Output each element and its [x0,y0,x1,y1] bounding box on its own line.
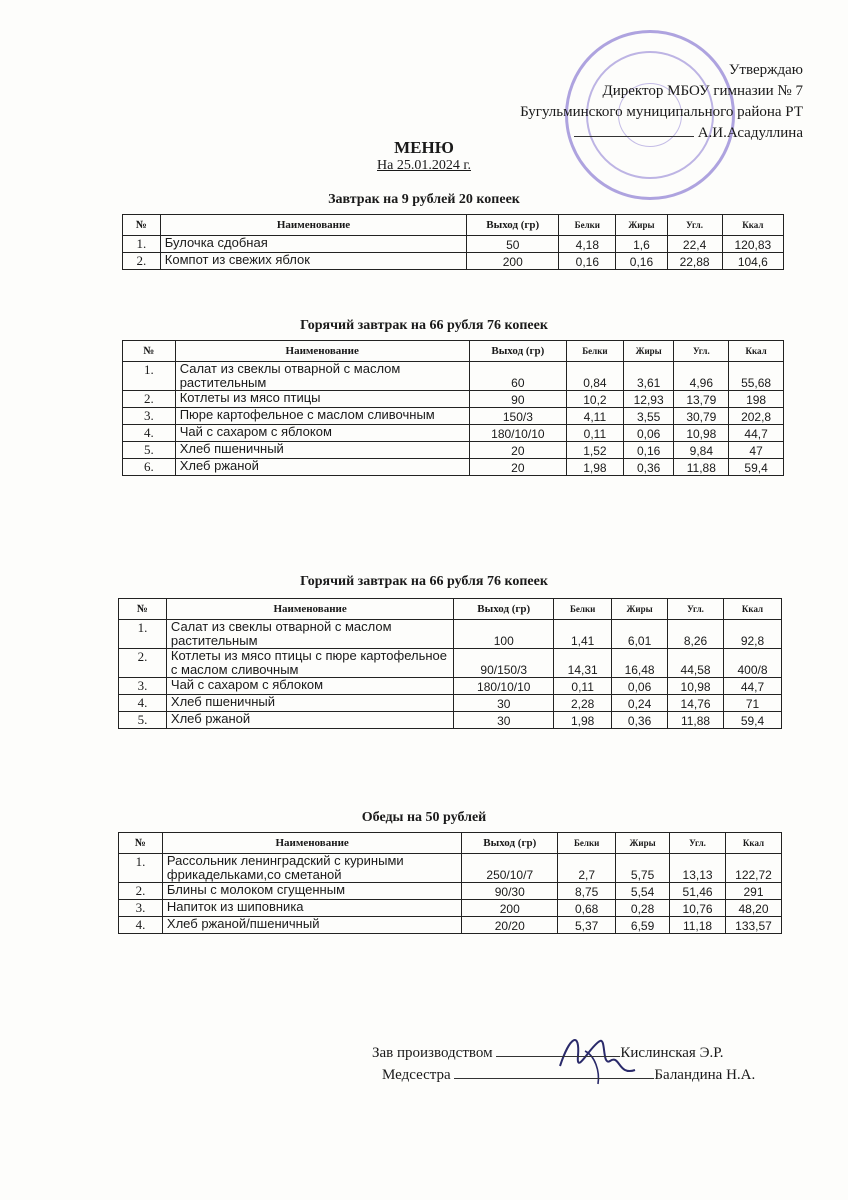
output-cell: 90 [469,391,566,408]
header-name: Наименование [175,341,469,362]
table-row [119,695,782,712]
row-number-cell: 1. [119,854,163,883]
menu-table-lunch [118,832,782,934]
protein-cell: 0,11 [554,678,612,695]
fat-cell: 5,75 [616,854,670,883]
director-signature-line [574,136,694,137]
signature-line-2 [454,1078,654,1079]
dish-name-cell: Салат из свеклы отварной с маслом растительным [175,362,469,391]
footer-role-2: Медсестра [382,1067,451,1083]
fat-cell: 0,06 [612,678,668,695]
fat-cell: 0,16 [616,253,667,270]
output-cell: 200 [467,253,559,270]
header-fat: Жиры [616,833,670,854]
protein-cell: 2,7 [558,854,616,883]
protein-cell: 0,84 [567,362,624,391]
header-output: Выход (гр) [454,599,554,620]
menu-date: На 25.01.2024 г. [377,158,471,173]
kcal-cell: 92,8 [724,620,782,649]
output-cell: 100 [454,620,554,649]
section-title-2: Горячий завтрак на 66 рубля 76 копеек [300,318,548,333]
output-cell: 250/10/7 [462,854,558,883]
header-num: № [123,215,161,236]
protein-cell: 10,2 [567,391,624,408]
output-cell: 50 [467,236,559,253]
dish-name-cell: Хлеб ржаной/пшеничный [162,917,461,934]
kcal-cell: 133,57 [726,917,782,934]
protein-cell: 1,41 [554,620,612,649]
table-row [123,236,784,253]
protein-cell: 0,68 [558,900,616,917]
carbs-cell: 11,18 [670,917,726,934]
kcal-cell: 122,72 [726,854,782,883]
dish-name-cell: Котлеты из мясо птицы с пюре картофельное с маслом сливочным [166,649,453,678]
kcal-cell: 291 [726,883,782,900]
header-carbs: Угл. [667,215,722,236]
table-header-row [119,833,782,854]
carbs-cell: 44,58 [668,649,724,678]
approval-line-2: Директор МБОУ гимназии № 7 [602,83,803,99]
kcal-cell: 59,4 [729,459,784,476]
table-row [119,854,782,883]
output-cell: 180/10/10 [469,425,566,442]
table-row [119,900,782,917]
header-fat: Жиры [616,215,667,236]
fat-cell: 0,06 [623,425,674,442]
row-number-cell: 4. [119,695,167,712]
table-row [119,649,782,678]
header-protein: Белки [554,599,612,620]
footer-person-2: Баландина Н.А. [654,1067,756,1083]
table-row [119,678,782,695]
dish-name-cell: Рассольник ленинградский с куриными фрикадельками,со сметаной [162,854,461,883]
fat-cell: 0,16 [623,442,674,459]
output-cell: 20 [469,459,566,476]
protein-cell: 1,98 [554,712,612,729]
row-number-cell: 3. [123,408,176,425]
protein-cell: 4,11 [567,408,624,425]
fat-cell: 3,61 [623,362,674,391]
dish-name-cell: Напиток из шиповника [162,900,461,917]
row-number-cell: 6. [123,459,176,476]
header-fat: Жиры [623,341,674,362]
protein-cell: 1,52 [567,442,624,459]
header-num: № [123,341,176,362]
fat-cell: 0,36 [612,712,668,729]
row-number-cell: 4. [119,917,163,934]
fat-cell: 6,01 [612,620,668,649]
header-protein: Белки [567,341,624,362]
kcal-cell: 202,8 [729,408,784,425]
kcal-cell: 400/8 [724,649,782,678]
row-number-cell: 1. [123,236,161,253]
protein-cell: 8,75 [558,883,616,900]
row-number-cell: 1. [119,620,167,649]
dish-name-cell: Блины с молоком сгущенным [162,883,461,900]
carbs-cell: 10,98 [668,678,724,695]
dish-name-cell: Котлеты из мясо птицы [175,391,469,408]
dish-name-cell: Хлеб пшеничный [166,695,453,712]
protein-cell: 14,31 [554,649,612,678]
kcal-cell: 44,7 [724,678,782,695]
menu-table-breakfast [122,214,784,270]
header-name: Наименование [160,215,466,236]
dish-name-cell: Булочка сдобная [160,236,466,253]
table-row [123,442,784,459]
output-cell: 30 [454,695,554,712]
row-number-cell: 3. [119,678,167,695]
carbs-cell: 11,88 [674,459,729,476]
header-output: Выход (гр) [462,833,558,854]
row-number-cell: 5. [119,712,167,729]
approval-line-3: Бугульминского муниципального района РТ [520,104,803,120]
menu-table-hot-breakfast-1 [122,340,784,476]
approval-line-1: Утверждаю [728,62,803,78]
carbs-cell: 10,98 [674,425,729,442]
output-cell: 60 [469,362,566,391]
signature-line-1 [496,1056,620,1057]
dish-name-cell: Чай с сахаром с яблоком [166,678,453,695]
table-header-row [123,341,784,362]
dish-name-cell: Хлеб ржаной [166,712,453,729]
menu-table-hot-breakfast-2 [118,598,782,729]
dish-name-cell: Хлеб ржаной [175,459,469,476]
table-row [123,362,784,391]
row-number-cell: 2. [119,649,167,678]
table-row [119,917,782,934]
header-carbs: Угл. [674,341,729,362]
header-carbs: Угл. [668,599,724,620]
fat-cell: 3,55 [623,408,674,425]
kcal-cell: 71 [724,695,782,712]
header-name: Наименование [166,599,453,620]
header-kcal: Ккал [724,599,782,620]
carbs-cell: 13,79 [674,391,729,408]
kcal-cell: 198 [729,391,784,408]
header-protein: Белки [558,833,616,854]
protein-cell: 0,11 [567,425,624,442]
output-cell: 200 [462,900,558,917]
output-cell: 20 [469,442,566,459]
fat-cell: 1,6 [616,236,667,253]
kcal-cell: 55,68 [729,362,784,391]
carbs-cell: 51,46 [670,883,726,900]
row-number-cell: 2. [123,253,161,270]
table-header-row [123,215,784,236]
carbs-cell: 11,88 [668,712,724,729]
footer-role-1: Зав производством [372,1045,493,1061]
row-number-cell: 2. [123,391,176,408]
row-number-cell: 4. [123,425,176,442]
fat-cell: 12,93 [623,391,674,408]
row-number-cell: 2. [119,883,163,900]
carbs-cell: 10,76 [670,900,726,917]
kcal-cell: 59,4 [724,712,782,729]
table-row [123,459,784,476]
fat-cell: 0,24 [612,695,668,712]
output-cell: 150/3 [469,408,566,425]
section-title-1: Завтрак на 9 рублей 20 копеек [328,192,520,207]
page-title: МЕНЮ [394,138,454,157]
fat-cell: 0,36 [623,459,674,476]
table-row [123,253,784,270]
kcal-cell: 44,7 [729,425,784,442]
kcal-cell: 120,83 [722,236,783,253]
header-carbs: Угл. [670,833,726,854]
header-num: № [119,833,163,854]
fat-cell: 6,59 [616,917,670,934]
table-row [119,712,782,729]
header-kcal: Ккал [722,215,783,236]
footer-person-1: Кислинская Э.Р. [620,1045,724,1061]
dish-name-cell: Салат из свеклы отварной с маслом растительным [166,620,453,649]
row-number-cell: 1. [123,362,176,391]
fat-cell: 5,54 [616,883,670,900]
carbs-cell: 9,84 [674,442,729,459]
header-fat: Жиры [612,599,668,620]
table-row [123,408,784,425]
output-cell: 90/30 [462,883,558,900]
row-number-cell: 3. [119,900,163,917]
protein-cell: 1,98 [567,459,624,476]
output-cell: 30 [454,712,554,729]
kcal-cell: 104,6 [722,253,783,270]
header-kcal: Ккал [729,341,784,362]
header-num: № [119,599,167,620]
protein-cell: 5,37 [558,917,616,934]
fat-cell: 0,28 [616,900,670,917]
kcal-cell: 47 [729,442,784,459]
kcal-cell: 48,20 [726,900,782,917]
table-row [119,883,782,900]
protein-cell: 4,18 [559,236,616,253]
carbs-cell: 14,76 [668,695,724,712]
dish-name-cell: Хлеб пшеничный [175,442,469,459]
carbs-cell: 4,96 [674,362,729,391]
fat-cell: 16,48 [612,649,668,678]
table-row [123,425,784,442]
footer-signatures [372,1042,755,1086]
output-cell: 180/10/10 [454,678,554,695]
header-output: Выход (гр) [467,215,559,236]
header-kcal: Ккал [726,833,782,854]
header-name: Наименование [162,833,461,854]
carbs-cell: 30,79 [674,408,729,425]
carbs-cell: 22,88 [667,253,722,270]
carbs-cell: 13,13 [670,854,726,883]
table-header-row [119,599,782,620]
approval-block [520,60,803,144]
table-row [119,620,782,649]
protein-cell: 0,16 [559,253,616,270]
section-title-3: Горячий завтрак на 66 рубля 76 копеек [300,574,548,589]
carbs-cell: 22,4 [667,236,722,253]
output-cell: 20/20 [462,917,558,934]
protein-cell: 2,28 [554,695,612,712]
carbs-cell: 8,26 [668,620,724,649]
output-cell: 90/150/3 [454,649,554,678]
dish-name-cell: Компот из свежих яблок [160,253,466,270]
header-protein: Белки [559,215,616,236]
table-row [123,391,784,408]
dish-name-cell: Чай с сахаром с яблоком [175,425,469,442]
dish-name-cell: Пюре картофельное с маслом сливочным [175,408,469,425]
section-title-4: Обеды на 50 рублей [361,810,487,825]
approval-line-4: А.И.Асадуллина [697,125,803,141]
row-number-cell: 5. [123,442,176,459]
header-output: Выход (гр) [469,341,566,362]
